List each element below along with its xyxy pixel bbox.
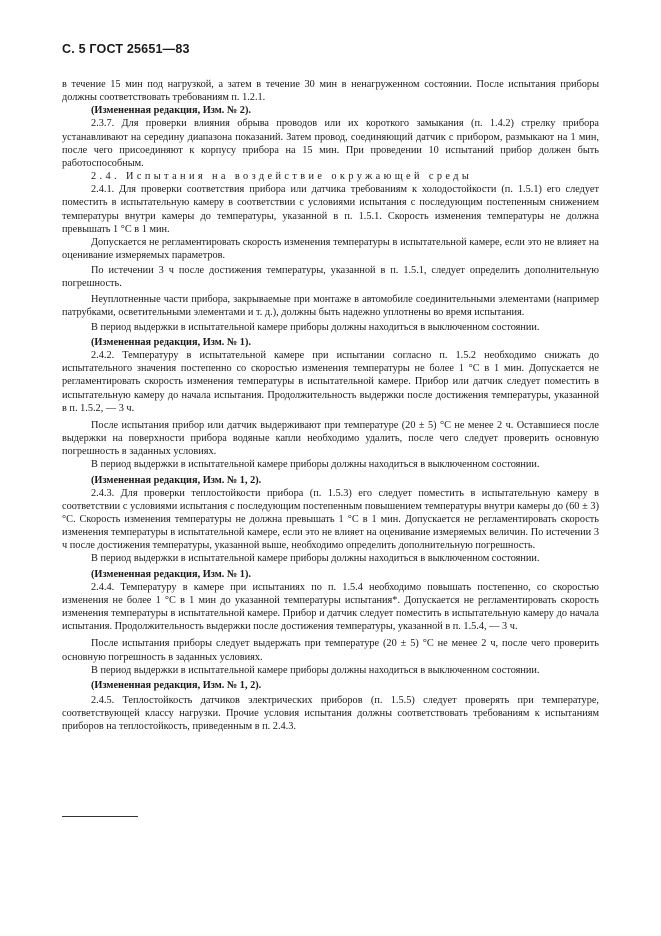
paragraph: По истечении 3 ч после достижения температуры, указанной в п. 1.5.1, следует определить дополнительную погрешность.	[62, 265, 599, 290]
edition-note: (Измененная редакция, Изм. № 1, 2).	[91, 679, 262, 691]
paragraph: После испытания прибор или датчик выдерживают при температуре (20 ± 5) °С не менее 2 ч. Оставшиеся после выдержки на поверхности прибора водяные капли необходимо удалить, после чего следует проверить основную погрешность в заданных условиях.	[62, 419, 599, 458]
section-heading: 2.4. Испытания на воздействие окружающей среды	[91, 171, 473, 183]
paragraph: В период выдержки в испытательной камере приборы должны находиться в выключенном состоянии.	[91, 553, 540, 565]
paragraph: в течение 15 мин под нагрузкой, а затем в течение 30 мин в ненагруженном состоянии. После испытания приборы должны соответствовать требованиям п. 1.2.1.	[62, 79, 599, 104]
paragraph: В период выдержки в испытательной камере приборы должны находиться в выключенном состоянии.	[91, 459, 540, 471]
edition-note: (Измененная редакция, Изм. № 1, 2).	[91, 474, 262, 486]
clause-2-4-3: 2.4.3. Для проверки теплостойкости прибора (п. 1.5.3) его следует поместить в испытательную камеру в соответствии с условиями испытания с последующим постепенным повышением температуры внутри камеры до (60 ± 3) °С. Скорость изменения температуры не должна превышать 1 °С в 1 мин. Допускается не регламентировать скорость изменения температуры в испытательной камере, если это не влияет на оценивание измеряемых величин. По истечении 3 ч после достижения температуры, указанной выше, необходимо определить дополнительную погрешность.	[62, 487, 599, 552]
edition-note: (Измененная редакция, Изм. № 1).	[91, 568, 251, 580]
clause-2-4-1: 2.4.1. Для проверки соответствия прибора или датчика требованиям к холодостойкости (п. 1.5.1) его следует поместить в испытательную камеру в соответствии с условиями испытания с последующим постепенным снижением температуры внутри камеры до температуры, указанной в п. 1.5.1. Скорость изменения температуры не должна превышать 1 °С в 1 мин.	[62, 184, 599, 235]
paragraph: В период выдержки в испытательной камере приборы должны находиться в выключенном состоянии.	[91, 321, 540, 333]
document-body	[62, 78, 599, 734]
footnote-divider	[62, 816, 138, 817]
clause-2-4-4: 2.4.4. Температуру в камере при испытаниях по п. 1.5.4 необходимо повышать постепенно, со скоростью изменения не более 1 °С в 1 мин до указанной температуры испытания*. Допускается не регламентировать скорость изменения температуры в испытательной камере. Прибор и датчик следует поместить в испытательную камеру до начала испытания. Продолжительность выдержки после достижения температуры, указанной в п. 1.5.4, — 3 ч.	[62, 581, 599, 633]
clause-2-3-7: 2.3.7. Для проверки влияния обрыва проводов или их короткого замыкания (п. 1.4.2) стрелку прибора устанавливают на середину диапазона показаний. Затем провод, соединяющий датчик с прибором, размыкают на 1 мин, после чего присоединяют к корпусу прибора на 15 мин. При проведении 10 испытаний прибор должен быть работоспособным.	[62, 118, 599, 169]
clause-2-4-2: 2.4.2. Температуру в испытательной камере при испытании согласно п. 1.5.2 необходимо снижать до испытательного значения постепенно со скоростью изменения температуры не более 1 °С в 1 мин. Допускается не регламентировать скорость изменения температуры в испытательной камере. Прибор или датчик следует поместить в испытательную камеру до начала испытания. Продолжительность выдержки после достижения температуры, указанной в п. 1.5.2, — 3 ч.	[62, 350, 599, 414]
paragraph: После испытания приборы следует выдержать при температуре (20 ± 5) °С не менее 2 ч, после чего проверить основную погрешность в заданных условиях.	[62, 638, 599, 663]
clause-2-4-5: 2.4.5. Теплостойкость датчиков электрических приборов (п. 1.5.5) следует проверять при температуре, соответствующей классу нагрузки. Прочие условия испытания должны соответствовать требованиям к испытаниям приборов на теплостойкость, приведенным в п. 2.4.3.	[62, 695, 599, 733]
paragraph: Допускается не регламентировать скорость изменения температуры в испытательной камере, если это не влияет на оценивание измеряемых параметров.	[62, 236, 599, 262]
paragraph: В период выдержки в испытательной камере приборы должны находиться в выключенном состоянии.	[91, 664, 540, 676]
edition-note: (Измененная редакция, Изм. № 2).	[91, 105, 251, 117]
edition-note: (Измененная редакция, Изм. № 1).	[91, 336, 251, 348]
page-header: С. 5 ГОСТ 25651—83	[62, 42, 190, 56]
paragraph: Неуплотненные части прибора, закрываемые при монтаже в автомобиле соединительными элементами (например патрубками, осветительными элементами и т. д.), должны быть надежно уплотнены во время испытания.	[62, 293, 599, 318]
